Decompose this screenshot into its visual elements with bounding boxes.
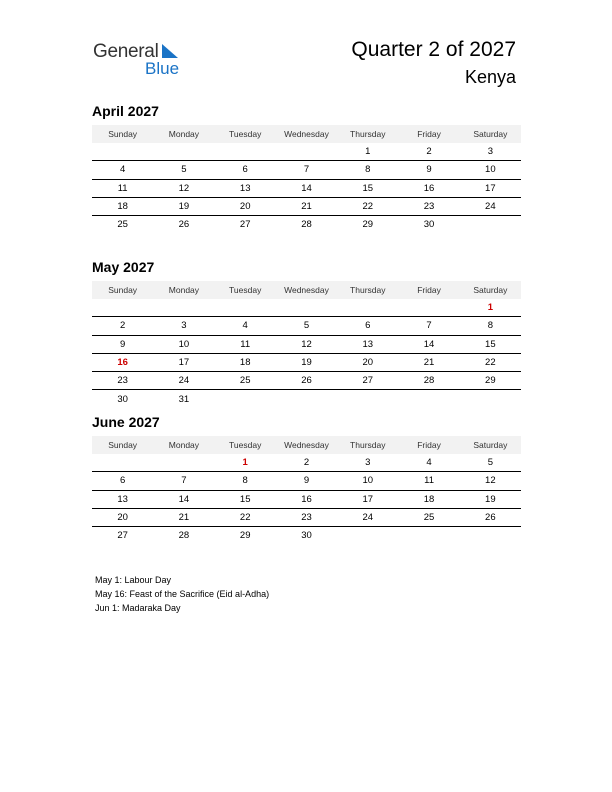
week-row: [92, 317, 521, 335]
week-row: [92, 490, 521, 508]
day-cell: 8: [215, 472, 276, 490]
weekday-header: Thursday: [337, 125, 398, 143]
day-cell: 9: [92, 335, 153, 353]
holiday-notes: [95, 573, 269, 615]
holiday-note: May 16: Feast of the Sacrifice (Eid al-Adha): [95, 589, 270, 599]
day-cell: 25: [117, 219, 128, 231]
weekday-header: Saturday: [460, 125, 521, 143]
day-cell: [276, 299, 337, 317]
day-cell: 9: [398, 161, 459, 179]
day-cell: [276, 143, 337, 161]
weekday-header: Wednesday: [276, 125, 337, 143]
week-row: [92, 335, 521, 353]
day-cell: 21: [398, 353, 459, 371]
weekday-header: Wednesday: [276, 281, 337, 299]
day-cell: 4: [398, 454, 459, 472]
weekday-header: Friday: [398, 125, 459, 143]
day-cell: 20: [215, 197, 276, 215]
day-cell: 17: [337, 490, 398, 508]
day-cell: [215, 299, 276, 317]
day-cell: 23: [398, 197, 459, 215]
day-cell: 24: [460, 197, 521, 215]
weekday-header-row: [92, 281, 521, 299]
month-title: April 2027: [92, 103, 159, 119]
day-cell: 2: [398, 143, 459, 161]
day-cell: 7: [276, 161, 337, 179]
day-cell: [398, 390, 459, 408]
day-cell: 20: [92, 508, 153, 526]
weekday-header: Thursday: [337, 281, 398, 299]
day-cell: 16: [398, 179, 459, 197]
brand-blue-text: Blue: [145, 59, 180, 78]
weekday-header: Tuesday: [215, 436, 276, 454]
brand-logo: [93, 41, 193, 81]
day-cell: 29: [239, 530, 251, 542]
day-cell: [337, 390, 398, 408]
day-cell: 27: [337, 372, 398, 390]
day-cell: 1: [215, 454, 276, 472]
week-row: [92, 372, 521, 390]
day-cell: 15: [460, 335, 521, 353]
weekday-header-row: [92, 125, 521, 143]
day-cell: 30: [117, 393, 128, 405]
day-cell: 15: [215, 490, 276, 508]
day-cell: 3: [337, 454, 398, 472]
day-cell: 10: [460, 161, 521, 179]
week-row: [92, 299, 521, 317]
day-cell: 28: [301, 219, 312, 231]
weekday-header: Sunday: [92, 281, 153, 299]
day-cell: 3: [460, 143, 521, 161]
day-cell: 5: [153, 161, 214, 179]
day-cell: [153, 299, 214, 317]
day-cell: 28: [178, 530, 190, 542]
day-cell: 21: [153, 508, 214, 526]
brand-triangle-icon: [160, 44, 178, 60]
month-june: [92, 414, 521, 544]
week-row: [92, 179, 521, 197]
day-cell: 29: [362, 219, 374, 231]
day-cell: 17: [460, 179, 521, 197]
calendar-table: [92, 436, 521, 544]
week-row: [92, 216, 521, 234]
day-cell: 16: [276, 490, 337, 508]
day-cell: 8: [337, 161, 398, 179]
day-cell: 22: [215, 508, 276, 526]
day-cell: 2: [276, 454, 337, 472]
day-cell: 7: [398, 317, 459, 335]
day-cell: [92, 143, 153, 161]
week-row: [92, 353, 521, 371]
day-cell: 6: [215, 161, 276, 179]
weekday-header: Monday: [153, 281, 214, 299]
day-cell: 11: [398, 472, 459, 490]
day-cell: 24: [337, 508, 398, 526]
day-cell: 26: [276, 372, 337, 390]
weekday-header: Wednesday: [276, 436, 337, 454]
day-cell: [460, 216, 521, 234]
weekday-header-row: [92, 436, 521, 454]
day-cell: [460, 527, 521, 545]
day-cell: 26: [460, 508, 521, 526]
weekday-header: Tuesday: [215, 125, 276, 143]
day-cell: [153, 143, 214, 161]
day-cell: 25: [398, 508, 459, 526]
month-title: May 2027: [92, 259, 155, 275]
day-cell: [215, 143, 276, 161]
day-cell: 30: [301, 530, 312, 542]
day-cell: [337, 527, 398, 545]
month-title: June 2027: [92, 414, 160, 430]
month-april: [92, 103, 521, 233]
day-cell: [153, 454, 214, 472]
day-cell: 13: [92, 490, 153, 508]
day-cell: 26: [178, 219, 190, 231]
day-cell: 25: [215, 372, 276, 390]
country-name: Kenya: [464, 67, 516, 87]
day-cell: 8: [460, 317, 521, 335]
day-cell: 19: [460, 490, 521, 508]
day-cell: 7: [153, 472, 214, 490]
day-cell: 21: [276, 197, 337, 215]
week-row: [92, 161, 521, 179]
day-cell: 4: [215, 317, 276, 335]
day-cell: 6: [337, 317, 398, 335]
day-cell: [92, 454, 153, 472]
day-cell: 16: [92, 353, 153, 371]
day-cell: 19: [276, 353, 337, 371]
day-cell: 10: [337, 472, 398, 490]
week-row: [92, 527, 521, 545]
day-cell: 6: [92, 472, 153, 490]
day-cell: 4: [92, 161, 153, 179]
page-title: Quarter 2 of 2027: [351, 38, 516, 61]
day-cell: 9: [276, 472, 337, 490]
weekday-header: Saturday: [460, 281, 521, 299]
day-cell: [398, 299, 459, 317]
day-cell: 14: [398, 335, 459, 353]
day-cell: 18: [92, 197, 153, 215]
day-cell: [215, 390, 276, 408]
day-cell: 3: [153, 317, 214, 335]
day-cell: 13: [337, 335, 398, 353]
week-row: [92, 390, 521, 408]
weekday-header: Monday: [153, 436, 214, 454]
weekday-header: Sunday: [92, 436, 153, 454]
weekday-header: Tuesday: [215, 281, 276, 299]
month-may: [92, 259, 521, 408]
day-cell: [398, 527, 459, 545]
calendar-table: [92, 281, 521, 408]
day-cell: 23: [276, 508, 337, 526]
day-cell: 27: [117, 530, 128, 542]
week-row: [92, 143, 521, 161]
weekday-header: Monday: [153, 125, 214, 143]
day-cell: [92, 299, 153, 317]
holiday-note: May 1: Labour Day: [95, 575, 172, 585]
day-cell: 19: [153, 197, 214, 215]
week-row: [92, 197, 521, 215]
day-cell: 17: [153, 353, 214, 371]
week-row: [92, 472, 521, 490]
day-cell: 12: [153, 179, 214, 197]
day-cell: [460, 390, 521, 408]
calendar-table: [92, 125, 521, 233]
day-cell: 23: [92, 372, 153, 390]
brand-general-text: General: [93, 41, 159, 62]
week-row: [92, 454, 521, 472]
day-cell: 5: [276, 317, 337, 335]
day-cell: 5: [460, 454, 521, 472]
weekday-header: Saturday: [460, 436, 521, 454]
weekday-header: Friday: [398, 281, 459, 299]
day-cell: 30: [423, 219, 435, 231]
day-cell: 14: [153, 490, 214, 508]
holiday-note: Jun 1: Madaraka Day: [95, 603, 181, 613]
day-cell: 2: [92, 317, 153, 335]
weekday-header: Thursday: [337, 436, 398, 454]
day-cell: 18: [215, 353, 276, 371]
day-cell: 22: [337, 197, 398, 215]
day-cell: 24: [153, 372, 214, 390]
day-cell: 11: [215, 335, 276, 353]
day-cell: 27: [239, 219, 251, 231]
day-cell: 22: [460, 353, 521, 371]
day-cell: 14: [276, 179, 337, 197]
day-cell: 1: [337, 143, 398, 161]
weekday-header: Friday: [398, 436, 459, 454]
day-cell: 20: [337, 353, 398, 371]
day-cell: 1: [460, 299, 521, 317]
day-cell: [337, 299, 398, 317]
day-cell: 10: [153, 335, 214, 353]
day-cell: 18: [398, 490, 459, 508]
day-cell: [276, 390, 337, 408]
week-row: [92, 508, 521, 526]
day-cell: 29: [460, 372, 521, 390]
weekday-header: Sunday: [92, 125, 153, 143]
day-cell: 15: [337, 179, 398, 197]
day-cell: 12: [460, 472, 521, 490]
day-cell: 28: [398, 372, 459, 390]
day-cell: 31: [178, 393, 190, 405]
day-cell: 13: [215, 179, 276, 197]
day-cell: 11: [92, 179, 153, 197]
day-cell: 12: [276, 335, 337, 353]
